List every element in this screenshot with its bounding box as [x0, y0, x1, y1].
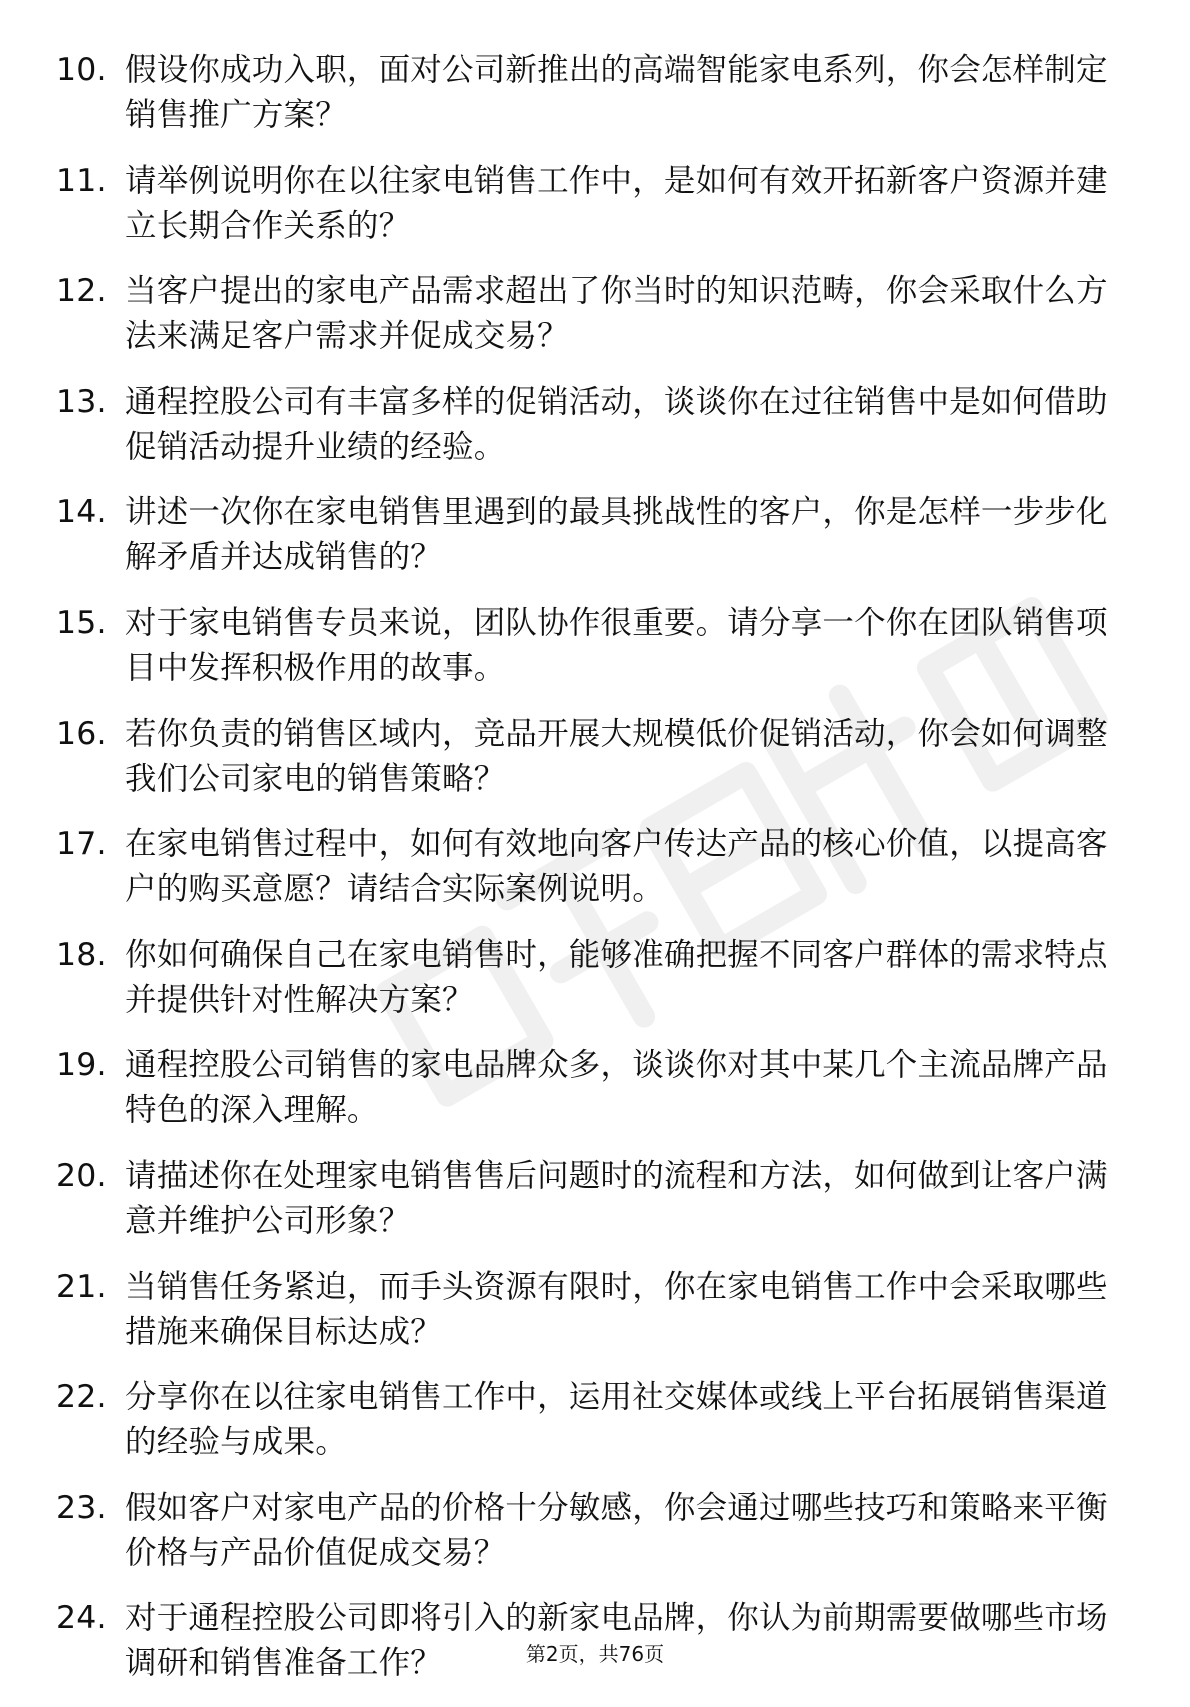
question-item — [56, 822, 1116, 912]
question-text: 对于通程控股公司即将引入的新家电品牌，你认为前期需要做哪些市场调研和销售准备工作？ — [125, 1600, 1108, 1682]
question-text: 分享你在以往家电销售工作中，运用社交媒体或线上平台拓展销售渠道的经验与成果。 — [125, 1379, 1108, 1461]
question-item — [56, 380, 1116, 470]
question-text: 若你负责的销售区域内，竞品开展大规模低价促销活动，你会如何调整我们公司家电的销售策略？ — [125, 715, 1108, 797]
question-item — [56, 712, 1116, 802]
question-item — [56, 1265, 1116, 1355]
question-text: 当客户提出的家电产品需求超出了你当时的知识范畴，你会采取什么方法来满足客户需求并促成交易？ — [125, 273, 1108, 355]
question-text: 通程控股公司销售的家电品牌众多，谈谈你对其中某几个主流品牌产品特色的深入理解。 — [125, 1047, 1108, 1129]
question-number: 17. — [56, 826, 107, 863]
question-text: 在家电销售过程中，如何有效地向客户传达产品的核心价值，以提高客户的购买意愿？请结合实际案例说明。 — [125, 826, 1108, 908]
question-text: 你如何确保自己在家电销售时，能够准确把握不同客户群体的需求特点并提供针对性解决方案？ — [125, 936, 1108, 1018]
question-number: 13. — [56, 383, 107, 420]
question-item — [56, 48, 1116, 138]
question-item — [56, 1486, 1116, 1576]
question-number: 20. — [56, 1157, 107, 1194]
question-text: 讲述一次你在家电销售里遇到的最具挑战性的客户，你是怎样一步步化解矛盾并达成销售的？ — [125, 494, 1108, 576]
question-text: 假如客户对家电产品的价格十分敏感，你会通过哪些技巧和策略来平衡价格与产品价值促成交易？ — [125, 1489, 1108, 1571]
question-text: 假设你成功入职，面对公司新推出的高端智能家电系列，你会怎样制定销售推广方案？ — [125, 52, 1108, 133]
question-number: 15. — [56, 604, 107, 641]
question-item — [56, 1375, 1116, 1465]
question-number: 21. — [56, 1268, 107, 1305]
question-number: 10. — [56, 52, 107, 88]
page-footer — [0, 1640, 1190, 1668]
question-item — [56, 1154, 1116, 1244]
question-item — [56, 933, 1116, 1023]
question-number: 16. — [56, 715, 107, 752]
question-number: 11. — [56, 162, 107, 199]
question-text: 对于家电销售专员来说，团队协作很重要。请分享一个你在团队销售项目中发挥积极作用的故事。 — [125, 604, 1108, 686]
question-text: 当销售任务紧迫，而手头资源有限时，你在家电销售工作中会采取哪些措施来确保目标达成？ — [125, 1268, 1108, 1350]
question-item — [56, 159, 1116, 249]
question-item — [56, 269, 1116, 359]
question-text: 请举例说明你在以往家电销售工作中，是如何有效开拓新客户资源并建立长期合作关系的？ — [125, 162, 1108, 244]
question-number: 19. — [56, 1047, 107, 1084]
question-text: 请描述你在处理家电销售售后问题时的流程和方法，如何做到让客户满意并维护公司形象？ — [125, 1157, 1108, 1239]
question-number: 18. — [56, 936, 107, 973]
question-number: 14. — [56, 494, 107, 531]
page-number-label: 第2页，共76页 — [525, 1642, 665, 1666]
question-item — [56, 601, 1116, 691]
question-item — [56, 490, 1116, 580]
question-number: 23. — [56, 1489, 107, 1526]
question-item — [56, 1043, 1116, 1133]
question-list — [56, 48, 1116, 1707]
question-number: 24. — [56, 1600, 107, 1637]
question-text: 通程控股公司有丰富多样的促销活动，谈谈你在过往销售中是如何借助促销活动提升业绩的经验。 — [125, 383, 1108, 465]
question-number: 22. — [56, 1379, 107, 1416]
question-number: 12. — [56, 273, 107, 310]
